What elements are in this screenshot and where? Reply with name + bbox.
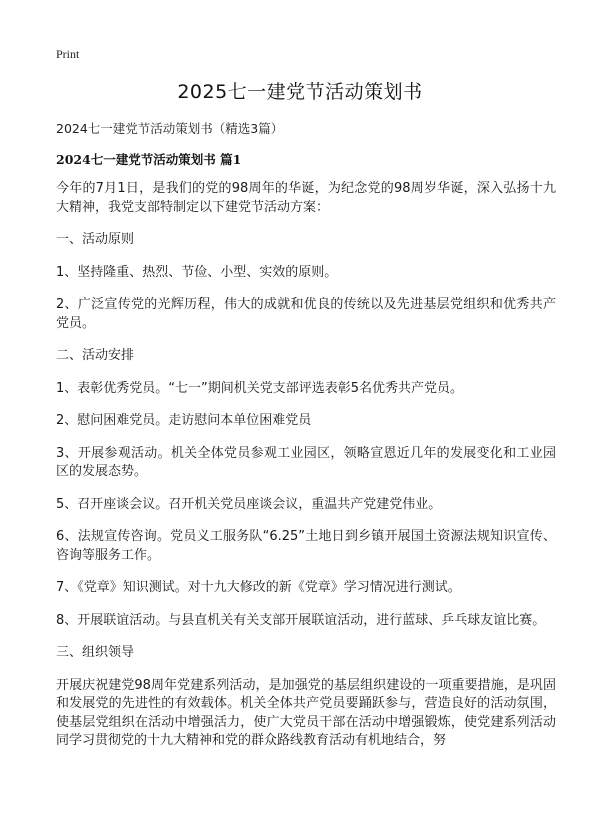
paragraph-arrangement-2: 2、慰问困难党员。走访慰问本单位困难党员 xyxy=(56,413,312,428)
paragraph-arrangement-5: 5、召开座谈会议。召开机关党员座谈会议，重温共产党建党伟业。 xyxy=(56,496,442,512)
paragraph-arrangement-1: 1、表彰优秀党员。“七一”期间机关党支部评选表彰5名优秀共产党员。 xyxy=(56,380,464,396)
heading-principles: 一、活动原则 xyxy=(56,232,135,247)
paragraph-principle-2: 2、广泛宣传党的光辉历程，伟大的成就和优良的传统以及先进基层党组织和优秀共产党员。 xyxy=(56,297,556,331)
paragraph-arrangement-7: 7、《党章》知识测试。对十九大修改的新《党章》学习情况进行测试。 xyxy=(56,580,461,595)
paragraph-arrangement-6: 6、法规宣传咨询。党员义工服务队“6.25”土地日到乡镇开展国土资源法规知识宣传、咨询等服务工作。 xyxy=(56,529,556,563)
paragraph-intro: 今年的7月1日，是我们的党的98周年的华诞，为纪念党的98周岁华诞，深入弘扬十九大精神，我党支部特制定以下建党节活动方案： xyxy=(56,181,556,215)
heading-leadership: 三、组织领导 xyxy=(56,645,135,660)
document-subtitle: 2024七一建党节活动策划书（精选3篇） xyxy=(56,121,284,136)
paragraph-arrangement-8: 8、开展联谊活动。与县直机关有关支部开展联谊活动，进行蓝球、乒乓球友谊比赛。 xyxy=(56,612,546,628)
section-heading: 2024七一建党节活动策划书 篇1 xyxy=(56,152,242,167)
paragraph-arrangement-3: 3、开展参观活动。机关全体党员参观工业园区，领略宣恩近几年的发展变化和工业园区的发展态势。 xyxy=(56,445,556,479)
paragraph-leadership: 开展庆祝建党98周年党建系列活动，是加强党的基层组织建设的一项重要措施，是巩固和发展党的先进性的有效载体。机关全体共产党员要踊跃参与，营造良好的活动氛围，使基层党组织在活动中增强活力，使广大党员干部在活动中增强锻炼，使党建系列活动同学习贯彻党的十九大精神和党的群众路线教育活动有机地结合，努 xyxy=(56,677,556,748)
heading-arrangements: 二、活动安排 xyxy=(56,348,135,363)
print-link[interactable]: Print xyxy=(56,47,80,61)
page-title: 2025七一建党节活动策划书 xyxy=(177,81,423,103)
paragraph-principle-1: 1、坚持隆重、热烈、节俭、小型、实效的原则。 xyxy=(56,264,338,280)
document-body xyxy=(56,180,556,751)
